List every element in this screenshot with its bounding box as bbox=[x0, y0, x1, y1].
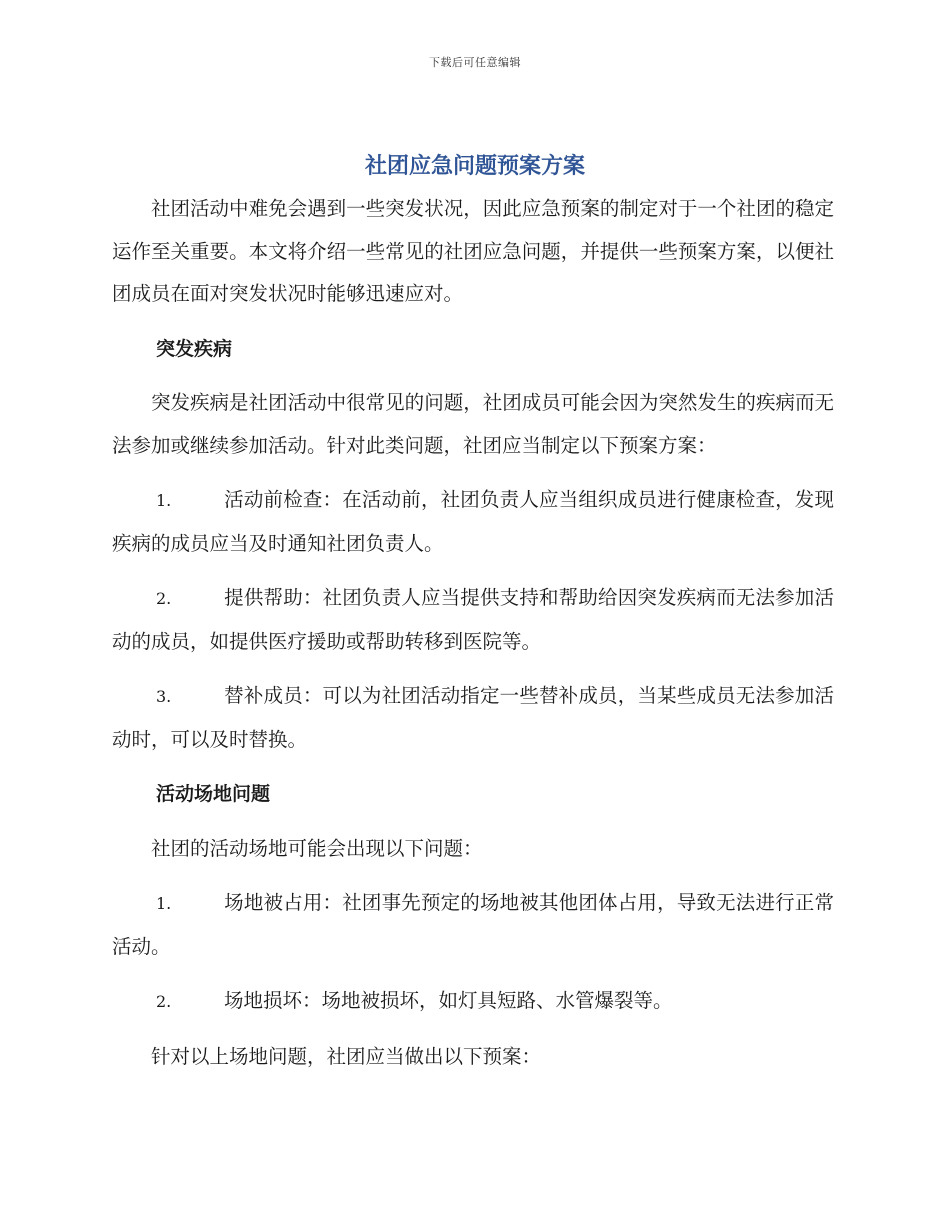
list-number: 2. bbox=[156, 992, 172, 1011]
list-item bbox=[112, 882, 834, 968]
list-item bbox=[112, 577, 834, 663]
list-number: 2. bbox=[156, 589, 172, 608]
list-number: 3. bbox=[156, 687, 172, 706]
list-text: 活动前检查：在活动前，社团负责人应当组织成员进行健康检查，发现疾病的成员应当及时通知社团负责人。 bbox=[112, 488, 834, 555]
venue-closing-paragraph: 针对以上场地问题，社团应当做出以下预案： bbox=[151, 1044, 542, 1068]
list-text: 替补成员：可以为社团活动指定一些替补成员，当某些成员无法参加活动时，可以及时替换。 bbox=[112, 684, 834, 751]
list-item bbox=[112, 980, 834, 1024]
list-text: 提供帮助：社团负责人应当提供支持和帮助给因突发疾病而无法参加活动的成员，如提供医疗援助或帮助转移到医院等。 bbox=[112, 586, 834, 653]
list-item bbox=[112, 479, 834, 565]
illness-paragraph: 突发疾病是社团活动中很常见的问题，社团成员可能会因为突然发生的疾病而无法参加或继续参加活动。针对此类问题，社团应当制定以下预案方案： bbox=[112, 391, 834, 457]
section-heading-illness: 突发疾病 bbox=[156, 337, 233, 360]
list-item bbox=[112, 675, 834, 761]
header-note: 下载后可任意编辑 bbox=[429, 56, 521, 69]
document-title: 社团应急问题预案方案 bbox=[364, 154, 585, 179]
list-text: 场地损坏：场地被损坏，如灯具短路、水管爆裂等。 bbox=[224, 989, 673, 1012]
document-body bbox=[112, 188, 834, 1078]
section-heading-venue: 活动场地问题 bbox=[156, 783, 271, 805]
intro-paragraph: 社团活动中难免会遇到一些突发状况，因此应急预案的制定对于一个社团的稳定运作至关重要。本文将介绍一些常见的社团应急问题，并提供一些预案方案，以便社团成员在面对突发状况时能够迅速应对。 bbox=[112, 197, 834, 305]
venue-paragraph: 社团的活动场地可能会出现以下问题： bbox=[151, 836, 483, 860]
list-number: 1. bbox=[156, 491, 172, 510]
list-number: 1. bbox=[156, 894, 172, 913]
list-text: 场地被占用：社团事先预定的场地被其他团体占用，导致无法进行正常活动。 bbox=[112, 891, 834, 958]
